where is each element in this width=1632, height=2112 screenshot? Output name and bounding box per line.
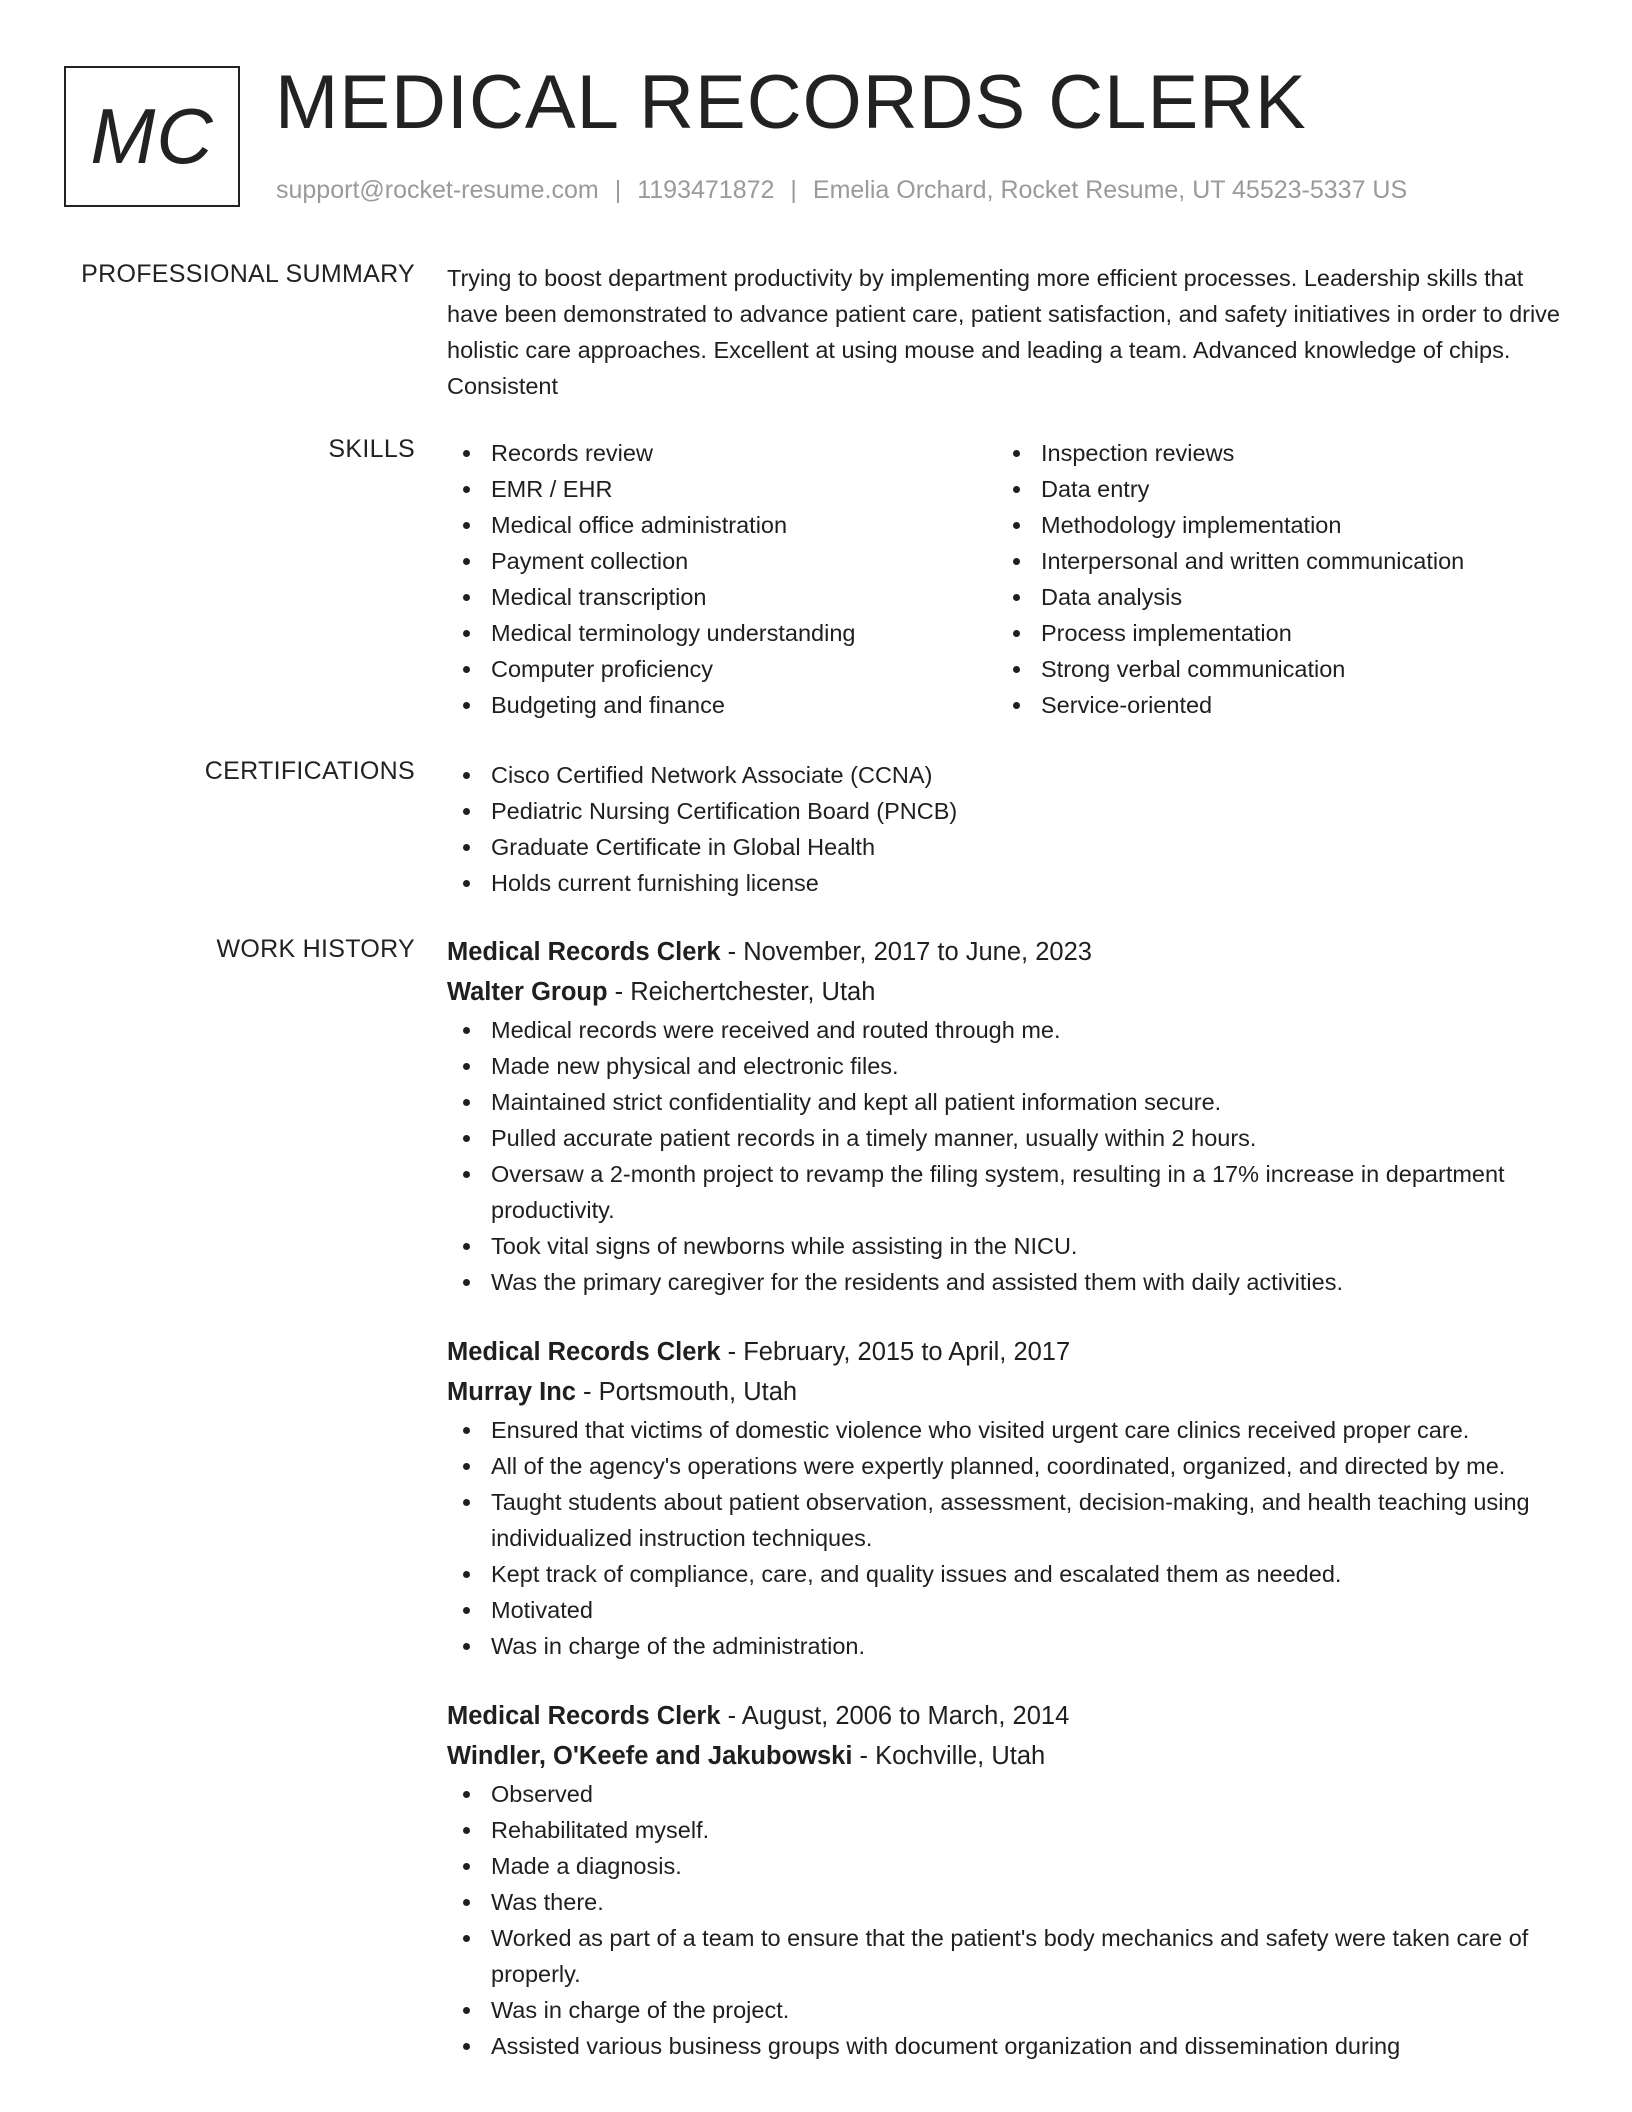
job-company: Murray Inc — [447, 1378, 576, 1406]
job-duties-list — [447, 1412, 1567, 1664]
job-company: Windler, O'Keefe and Jakubowski — [447, 1742, 853, 1770]
list-item: Oversaw a 2-month project to revamp the filing system, resulting in a 17% increase in department productivity. — [447, 1156, 1567, 1228]
job-title: Medical Records Clerk — [447, 938, 721, 966]
job-company-line — [447, 1372, 1567, 1412]
list-item: Pulled accurate patient records in a timely manner, usually within 2 hours. — [447, 1120, 1567, 1156]
list-item: All of the agency's operations were expertly planned, coordinated, organized, and directed by me. — [447, 1448, 1567, 1484]
job-duties-list — [447, 1012, 1567, 1300]
list-item: Holds current furnishing license — [447, 865, 1567, 901]
skills-body — [447, 435, 1567, 723]
job-entry — [447, 932, 1567, 1300]
summary-body — [447, 260, 1567, 404]
list-item: Budgeting and finance — [447, 687, 997, 723]
list-item: Rehabilitated myself. — [447, 1812, 1567, 1848]
list-item: Was the primary caregiver for the residents and assisted them with daily activities. — [447, 1264, 1567, 1300]
list-item: Medical office administration — [447, 507, 997, 543]
job-dates: - February, 2015 to April, 2017 — [720, 1338, 1071, 1366]
skills-list-right — [997, 435, 1547, 723]
list-item: Observed — [447, 1776, 1567, 1812]
list-item: Payment collection — [447, 543, 997, 579]
certifications-heading: CERTIFICATIONS — [204, 757, 415, 785]
list-item: Motivated — [447, 1592, 1567, 1628]
list-item: Assisted various business groups with document organization and dissemination during — [447, 2028, 1567, 2064]
list-item: Records review — [447, 435, 997, 471]
job-location: - Reichertchester, Utah — [607, 978, 876, 1006]
work-history-body — [447, 932, 1567, 2096]
list-item: Took vital signs of newborns while assisting in the NICU. — [447, 1228, 1567, 1264]
summary-text: Trying to boost department productivity by implementing more efficient processes. Leadership skills that have been demonstrated to advance patient care, patient satisfaction, and safety initiatives in order to drive holistic care approaches. Excellent at using mouse and leading a team. Advanced knowledge of chips. Consistent — [447, 265, 1561, 399]
list-item: Medical terminology understanding — [447, 615, 997, 651]
list-item: Made a diagnosis. — [447, 1848, 1567, 1884]
summary-heading: PROFESSIONAL SUMMARY — [81, 260, 415, 288]
job-company: Walter Group — [447, 978, 608, 1006]
job-location: - Portsmouth, Utah — [575, 1378, 798, 1406]
work-history-heading: WORK HISTORY — [216, 935, 415, 963]
job-entry — [447, 1696, 1567, 2064]
list-item: Data entry — [997, 471, 1547, 507]
list-item: Interpersonal and written communication — [997, 543, 1547, 579]
list-item: Graduate Certificate in Global Health — [447, 829, 1567, 865]
list-item: Service-oriented — [997, 687, 1547, 723]
list-item: Cisco Certified Network Associate (CCNA) — [447, 757, 1567, 793]
list-item: Strong verbal communication — [997, 651, 1547, 687]
list-item: Maintained strict confidentiality and kept all patient information secure. — [447, 1084, 1567, 1120]
contact-address: Emelia Orchard, Rocket Resume, UT 45523-5337 US — [812, 176, 1408, 204]
contact-separator: | — [790, 176, 797, 204]
list-item: EMR / EHR — [447, 471, 997, 507]
list-item: Ensured that victims of domestic violence who visited urgent care clinics received proper care. — [447, 1412, 1567, 1448]
contact-separator: | — [614, 176, 622, 204]
job-company-line — [447, 972, 1567, 1012]
certifications-body — [447, 757, 1567, 901]
job-dates: - August, 2006 to March, 2014 — [720, 1702, 1070, 1730]
job-title-line — [447, 932, 1567, 972]
contact-phone: 1193471872 — [637, 176, 775, 204]
list-item: Process implementation — [997, 615, 1547, 651]
list-item: Pediatric Nursing Certification Board (PNCB) — [447, 793, 1567, 829]
list-item: Data analysis — [997, 579, 1547, 615]
list-item: Worked as part of a team to ensure that the patient's body mechanics and safety were taken care of properly. — [447, 1920, 1567, 1992]
job-title-line — [447, 1696, 1567, 1736]
monogram-logo: MC — [64, 66, 240, 207]
job-title: Medical Records Clerk — [447, 1702, 721, 1730]
list-item: Made new physical and electronic files. — [447, 1048, 1567, 1084]
certifications-list — [447, 757, 1567, 901]
contact-email: support@rocket-resume.com — [276, 176, 599, 204]
job-company-line — [447, 1736, 1567, 1776]
list-item: Was in charge of the project. — [447, 1992, 1567, 2028]
job-duties-list — [447, 1776, 1567, 2064]
list-item: Medical transcription — [447, 579, 997, 615]
skills-list-left — [447, 435, 997, 723]
job-dates: - November, 2017 to June, 2023 — [720, 938, 1092, 966]
list-item: Medical records were received and routed through me. — [447, 1012, 1567, 1048]
list-item: Kept track of compliance, care, and quality issues and escalated them as needed. — [447, 1556, 1567, 1592]
job-entry — [447, 1332, 1567, 1664]
skills-heading: SKILLS — [328, 435, 415, 463]
job-title: Medical Records Clerk — [447, 1338, 721, 1366]
list-item: Was there. — [447, 1884, 1567, 1920]
list-item: Computer proficiency — [447, 651, 997, 687]
list-item: Taught students about patient observation, assessment, decision-making, and health teaching using individualized instruction techniques. — [447, 1484, 1567, 1556]
contact-line — [276, 176, 1407, 205]
job-location: - Kochville, Utah — [852, 1742, 1046, 1770]
job-title-line — [447, 1332, 1567, 1372]
list-item: Was in charge of the administration. — [447, 1628, 1567, 1664]
list-item: Inspection reviews — [997, 435, 1547, 471]
page-title: MEDICAL RECORDS CLERK — [275, 60, 1307, 145]
list-item: Methodology implementation — [997, 507, 1547, 543]
